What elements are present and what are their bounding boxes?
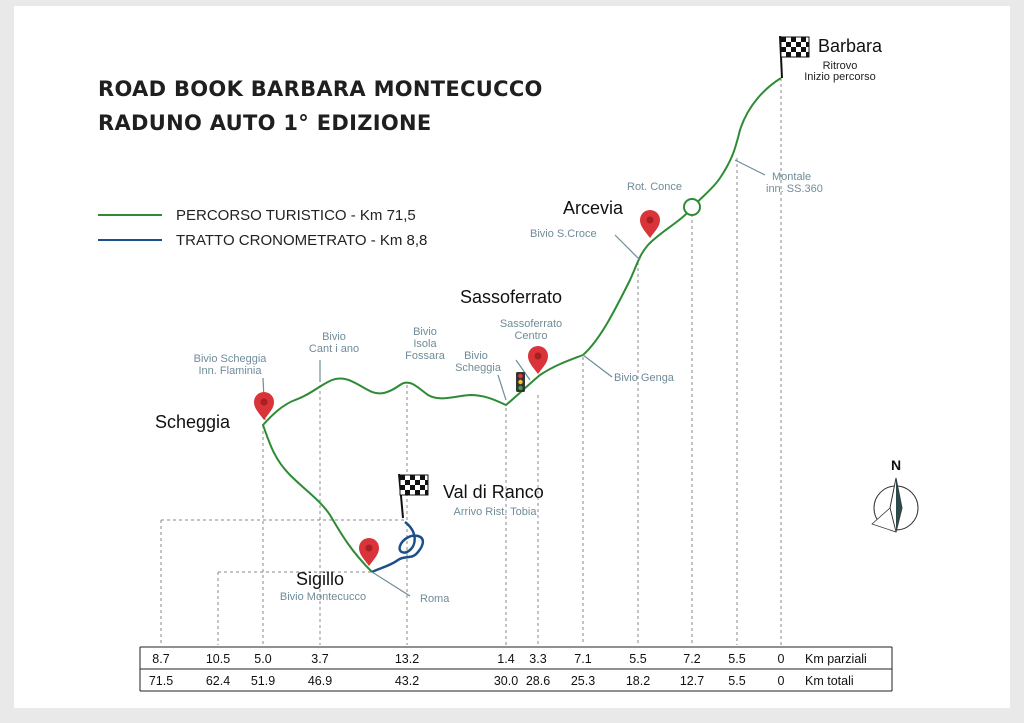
- waypoint-roma: Roma: [420, 593, 450, 605]
- km-partial-cell: 5.5: [728, 652, 746, 666]
- roundabout-icon: [684, 199, 700, 215]
- waypoint-montale-1: Montale: [772, 171, 812, 183]
- km-partial-cell: 7.2: [683, 652, 701, 666]
- waypoint-bivio-montecucco: Bivio Montecucco: [279, 591, 367, 603]
- km-total-cell: 62.4: [205, 674, 231, 688]
- km-partial-cell: 3.3: [529, 652, 547, 666]
- map-pin-icon: [528, 346, 548, 374]
- km-partial-row: [152, 652, 784, 666]
- km-total-cell: 25.3: [570, 674, 596, 688]
- km-total-cell: 5.5: [728, 674, 746, 688]
- km-partial-cell: 8.7: [152, 652, 170, 666]
- route-map: [14, 6, 1010, 708]
- traffic-light-icon: [516, 372, 525, 392]
- km-total-cell: 46.9: [307, 674, 333, 688]
- km-total-cell: 18.2: [625, 674, 651, 688]
- waypoint-bivio-genga: Bivio Genga: [614, 372, 674, 384]
- north-compass-icon: [872, 457, 918, 532]
- barbara-subtitle-2: Inizio percorso: [804, 71, 876, 83]
- town-barbara: Barbara: [818, 36, 883, 56]
- km-partial-cell: 5.5: [629, 652, 647, 666]
- waypoint-sassoferrato-centro-1: Sassoferrato: [499, 318, 563, 330]
- km-partial-cell: 10.5: [205, 652, 231, 666]
- compass-north-letter: N: [890, 457, 902, 473]
- km-total-cell: 28.6: [525, 674, 551, 688]
- waypoint-bivio-isola-1: Bivio: [413, 326, 437, 338]
- km-total-cell: 51.9: [250, 674, 276, 688]
- km-partial-cell: 0: [777, 652, 785, 666]
- checkered-flag-icon: [399, 474, 428, 518]
- km-total-cell: 71.5: [148, 674, 174, 688]
- km-partial-label: Km parziali: [805, 652, 867, 666]
- waypoint-bivio-scheggia-2: Scheggia: [455, 362, 501, 374]
- waypoint-rot-conce: Rot. Conce: [627, 181, 683, 193]
- waypoint-sassoferrato-centro-2: Centro: [514, 330, 548, 342]
- waypoint-montale-2: inn. SS.360: [766, 183, 823, 195]
- town-scheggia: Scheggia: [155, 412, 231, 432]
- waypoint-bivio-cantiano-1: Bivio: [322, 331, 346, 343]
- km-partial-cell: 13.2: [394, 652, 420, 666]
- waypoint-bivio-s-croce: Bivio S.Croce: [530, 228, 597, 240]
- km-partial-cell: 5.0: [254, 652, 272, 666]
- km-total-label: Km totali: [805, 674, 854, 688]
- km-total-cell: 30.0: [493, 674, 519, 688]
- val-di-ranco-subtitle: Arrivo Rist. Tobia: [453, 506, 537, 518]
- town-sigillo: Sigillo: [296, 569, 345, 589]
- town-arcevia: Arcevia: [563, 198, 624, 218]
- timed-route-line: [372, 522, 423, 572]
- waypoint-bivio-scheggia-1: Bivio: [464, 350, 488, 362]
- km-partial-cell: 1.4: [497, 652, 515, 666]
- waypoint-bivio-flaminia-1: Bivio Scheggia: [193, 353, 267, 365]
- title-line-2: RADUNO AUTO 1° EDIZIONE: [98, 111, 432, 135]
- km-total-row: [149, 674, 785, 688]
- map-pin-icon: [640, 210, 660, 238]
- barbara-subtitle-1: Ritrovo: [822, 60, 858, 72]
- km-total-cell: 12.7: [679, 674, 705, 688]
- title-line-1: ROAD BOOK BARBARA MONTECUCCO: [98, 77, 543, 101]
- km-total-cell: 0: [777, 674, 785, 688]
- waypoint-bivio-flaminia-2: Inn. Flaminia: [198, 365, 262, 377]
- legend-green-label: PERCORSO TURISTICO - Km 71,5: [176, 207, 416, 224]
- town-sassoferrato: Sassoferrato: [460, 287, 563, 307]
- waypoint-bivio-isola-2: Isola: [413, 338, 437, 350]
- waypoint-bivio-cantiano-2: Cant i ano: [308, 343, 360, 355]
- km-table: [140, 647, 892, 691]
- km-partial-cell: 3.7: [311, 652, 329, 666]
- km-partial-cell: 7.1: [574, 652, 592, 666]
- waypoint-bivio-isola-3: Fossara: [405, 350, 445, 362]
- legend-blue-label: TRATTO CRONOMETRATO - Km 8,8: [176, 232, 428, 249]
- town-val-di-ranco: Val di Ranco: [443, 482, 544, 502]
- km-total-cell: 43.2: [394, 674, 420, 688]
- road-book-sheet: [14, 6, 1010, 708]
